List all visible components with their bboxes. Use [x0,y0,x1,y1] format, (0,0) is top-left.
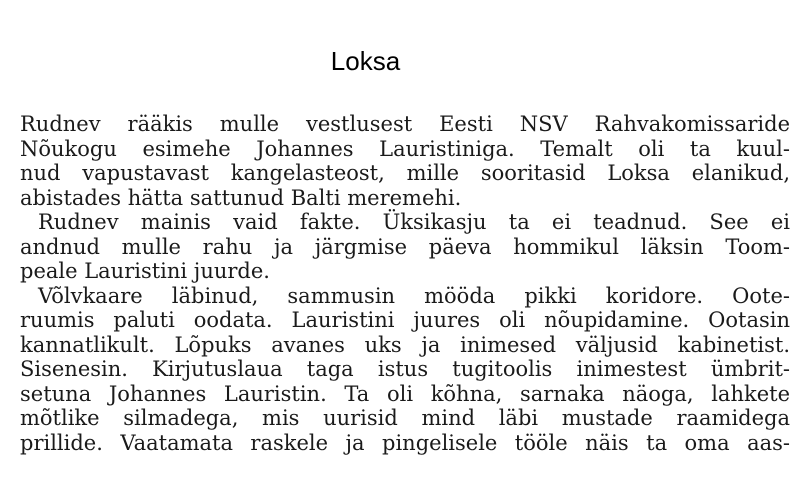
text-line: andnud mulle rahu ja järgmise päeva hommikul läksin Toom- [20,234,790,259]
text-line: Võlvkaare läbinud, sammusin mööda pikki koridore. Oote- [38,283,790,308]
text-line: mõtlike silmadega, mis uurisid mind läbi mustade raamidega [20,406,790,430]
text-line: Rudnev mainis vaid fakte. Üksikasju ta ei teadnud. See ei [38,210,790,234]
text-line: nud vapustavast kangelasteost, mille sooritasid Loksa elanikud, [20,161,790,185]
text-line: Sisenesin. Kirjutuslaua taga istus tugitoolis inimestest ümbrit- [20,357,790,381]
text-line: peale Lauristini juurde. [20,259,270,283]
body-text [20,112,790,455]
text-line: abistades hätta sattunud Balti meremehi. [20,185,462,210]
text-line: prillide. Vaatamata raskele ja pingelisele tööle näis ta oma aas- [20,430,790,455]
text-line: ruumis paluti oodata. Lauristini juures oli nõupidamine. Ootasin [20,308,790,332]
page-title: Loksa [330,46,401,76]
text-line: Nõukogu esimehe Johannes Lauristiniga. Temalt oli ta kuul- [20,136,790,161]
text-line: Rudnev rääkis mulle vestlusest Eesti NSV Rahvakomissaride [20,112,790,136]
text-line: setuna Johannes Lauristin. Ta oli kõhna, sarnaka näoga, lahkete [20,381,790,406]
text-line: kannatlikult. Lõpuks avanes uks ja inimesed väljusid kabinetist. [20,332,790,357]
